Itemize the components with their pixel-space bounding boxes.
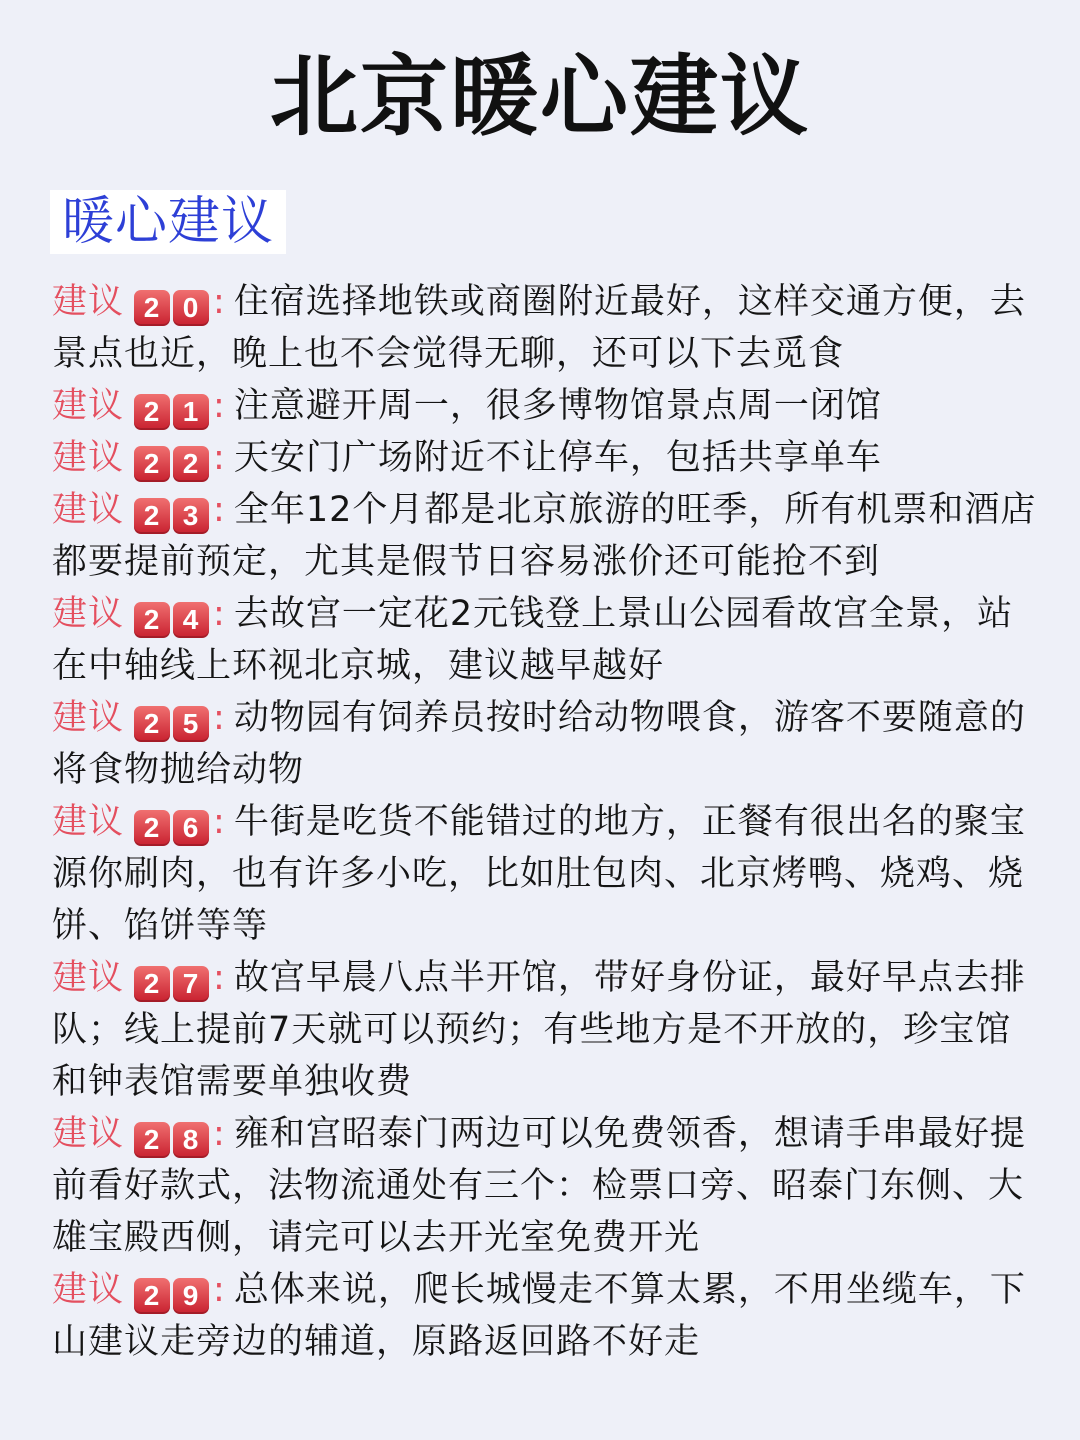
digit-keycap: 2 (134, 498, 170, 534)
tip-text: 注意避开周一，很多博物馆景点周一闭馆 (233, 386, 882, 426)
digit-keycap: 2 (134, 446, 170, 482)
number-keycap-icon (134, 290, 209, 326)
digit-keycap: 5 (173, 706, 209, 742)
tip-label: 建议 (52, 438, 125, 478)
digit-keycap: 2 (134, 602, 170, 638)
digit-keycap: 2 (134, 1278, 170, 1314)
page-title: 北京暖心建议 (269, 45, 810, 148)
digit-keycap: 4 (173, 602, 209, 638)
tip-text: 去故宫一定花2元钱登上景山公园看故宫全景，站在中轴线上环视北京城，建议越早越好 (52, 594, 1014, 686)
tip-text: 总体来说，爬长城慢走不算太累，不用坐缆车，下山建议走旁边的辅道，原路返回路不好走 (52, 1270, 1026, 1362)
tip-colon: : (213, 386, 226, 426)
tip-label: 建议 (52, 386, 125, 426)
tip-colon: : (213, 282, 226, 322)
digit-keycap: 2 (134, 706, 170, 742)
tip-item (52, 952, 1042, 1108)
tip-text: 故宫早晨八点半开馆，带好身份证，最好早点去排队；线上提前7天就可以预约；有些地方是不开放的，珍宝馆和钟表馆需要单独收费 (52, 958, 1026, 1102)
tip-item (52, 588, 1042, 692)
number-keycap-icon (134, 706, 209, 742)
digit-keycap: 3 (173, 498, 209, 534)
tip-colon: : (213, 1114, 226, 1154)
number-keycap-icon (134, 966, 209, 1002)
tip-colon: : (213, 698, 226, 738)
tip-colon: : (213, 438, 226, 478)
tips-list (52, 276, 1042, 1368)
digit-keycap: 8 (173, 1122, 209, 1158)
tip-item (52, 432, 1042, 484)
digit-keycap: 6 (173, 810, 209, 846)
tip-item (52, 1108, 1042, 1264)
number-keycap-icon (134, 1122, 209, 1158)
tip-label: 建议 (52, 698, 125, 738)
digit-keycap: 2 (134, 810, 170, 846)
tip-colon: : (213, 594, 226, 634)
tip-label: 建议 (52, 282, 125, 322)
tip-item (52, 692, 1042, 796)
tip-label: 建议 (52, 490, 125, 530)
tip-text: 天安门广场附近不让停车，包括共享单车 (233, 438, 882, 478)
tip-colon: : (213, 802, 226, 842)
number-keycap-icon (134, 810, 209, 846)
tip-text: 雍和宫昭泰门两边可以免费领香，想请手串最好提前看好款式，法物流通处有三个：检票口旁、昭泰门东侧、大雄宝殿西侧，请完可以去开光室免费开光 (52, 1114, 1026, 1258)
number-keycap-icon (134, 602, 209, 638)
number-keycap-icon (134, 1278, 209, 1314)
tip-label: 建议 (52, 802, 125, 842)
tip-item (52, 380, 1042, 432)
tip-item (52, 484, 1042, 588)
number-keycap-icon (134, 498, 209, 534)
number-keycap-icon (134, 446, 209, 482)
tip-text: 住宿选择地铁或商圈附近最好，这样交通方便，去景点也近，晚上也不会觉得无聊，还可以下去觅食 (52, 282, 1026, 374)
tip-colon: : (213, 490, 226, 530)
tip-item (52, 796, 1042, 952)
tip-label: 建议 (52, 958, 125, 998)
tip-text: 全年12个月都是北京旅游的旺季，所有机票和酒店都要提前预定，尤其是假节日容易涨价还可能抢不到 (52, 490, 1037, 582)
digit-keycap: 1 (173, 394, 209, 430)
tip-item (52, 1264, 1042, 1368)
section-label: 暖心建议 (50, 190, 286, 254)
tip-colon: : (213, 958, 226, 998)
tip-label: 建议 (52, 1114, 125, 1154)
digit-keycap: 9 (173, 1278, 209, 1314)
tip-text: 动物园有饲养员按时给动物喂食，游客不要随意的将食物抛给动物 (52, 698, 1026, 790)
digit-keycap: 7 (173, 966, 209, 1002)
digit-keycap: 0 (173, 290, 209, 326)
digit-keycap: 2 (134, 394, 170, 430)
tip-label: 建议 (52, 594, 125, 634)
digit-keycap: 2 (134, 1122, 170, 1158)
digit-keycap: 2 (134, 290, 170, 326)
tip-colon: : (213, 1270, 226, 1310)
number-keycap-icon (134, 394, 209, 430)
tip-item (52, 276, 1042, 380)
digit-keycap: 2 (134, 966, 170, 1002)
tip-label: 建议 (52, 1270, 125, 1310)
tip-text: 牛街是吃货不能错过的地方，正餐有很出名的聚宝源你刷肉，也有许多小吃，比如肚包肉、北京烤鸭、烧鸡、烧饼、馅饼等等 (52, 802, 1026, 946)
digit-keycap: 2 (173, 446, 209, 482)
